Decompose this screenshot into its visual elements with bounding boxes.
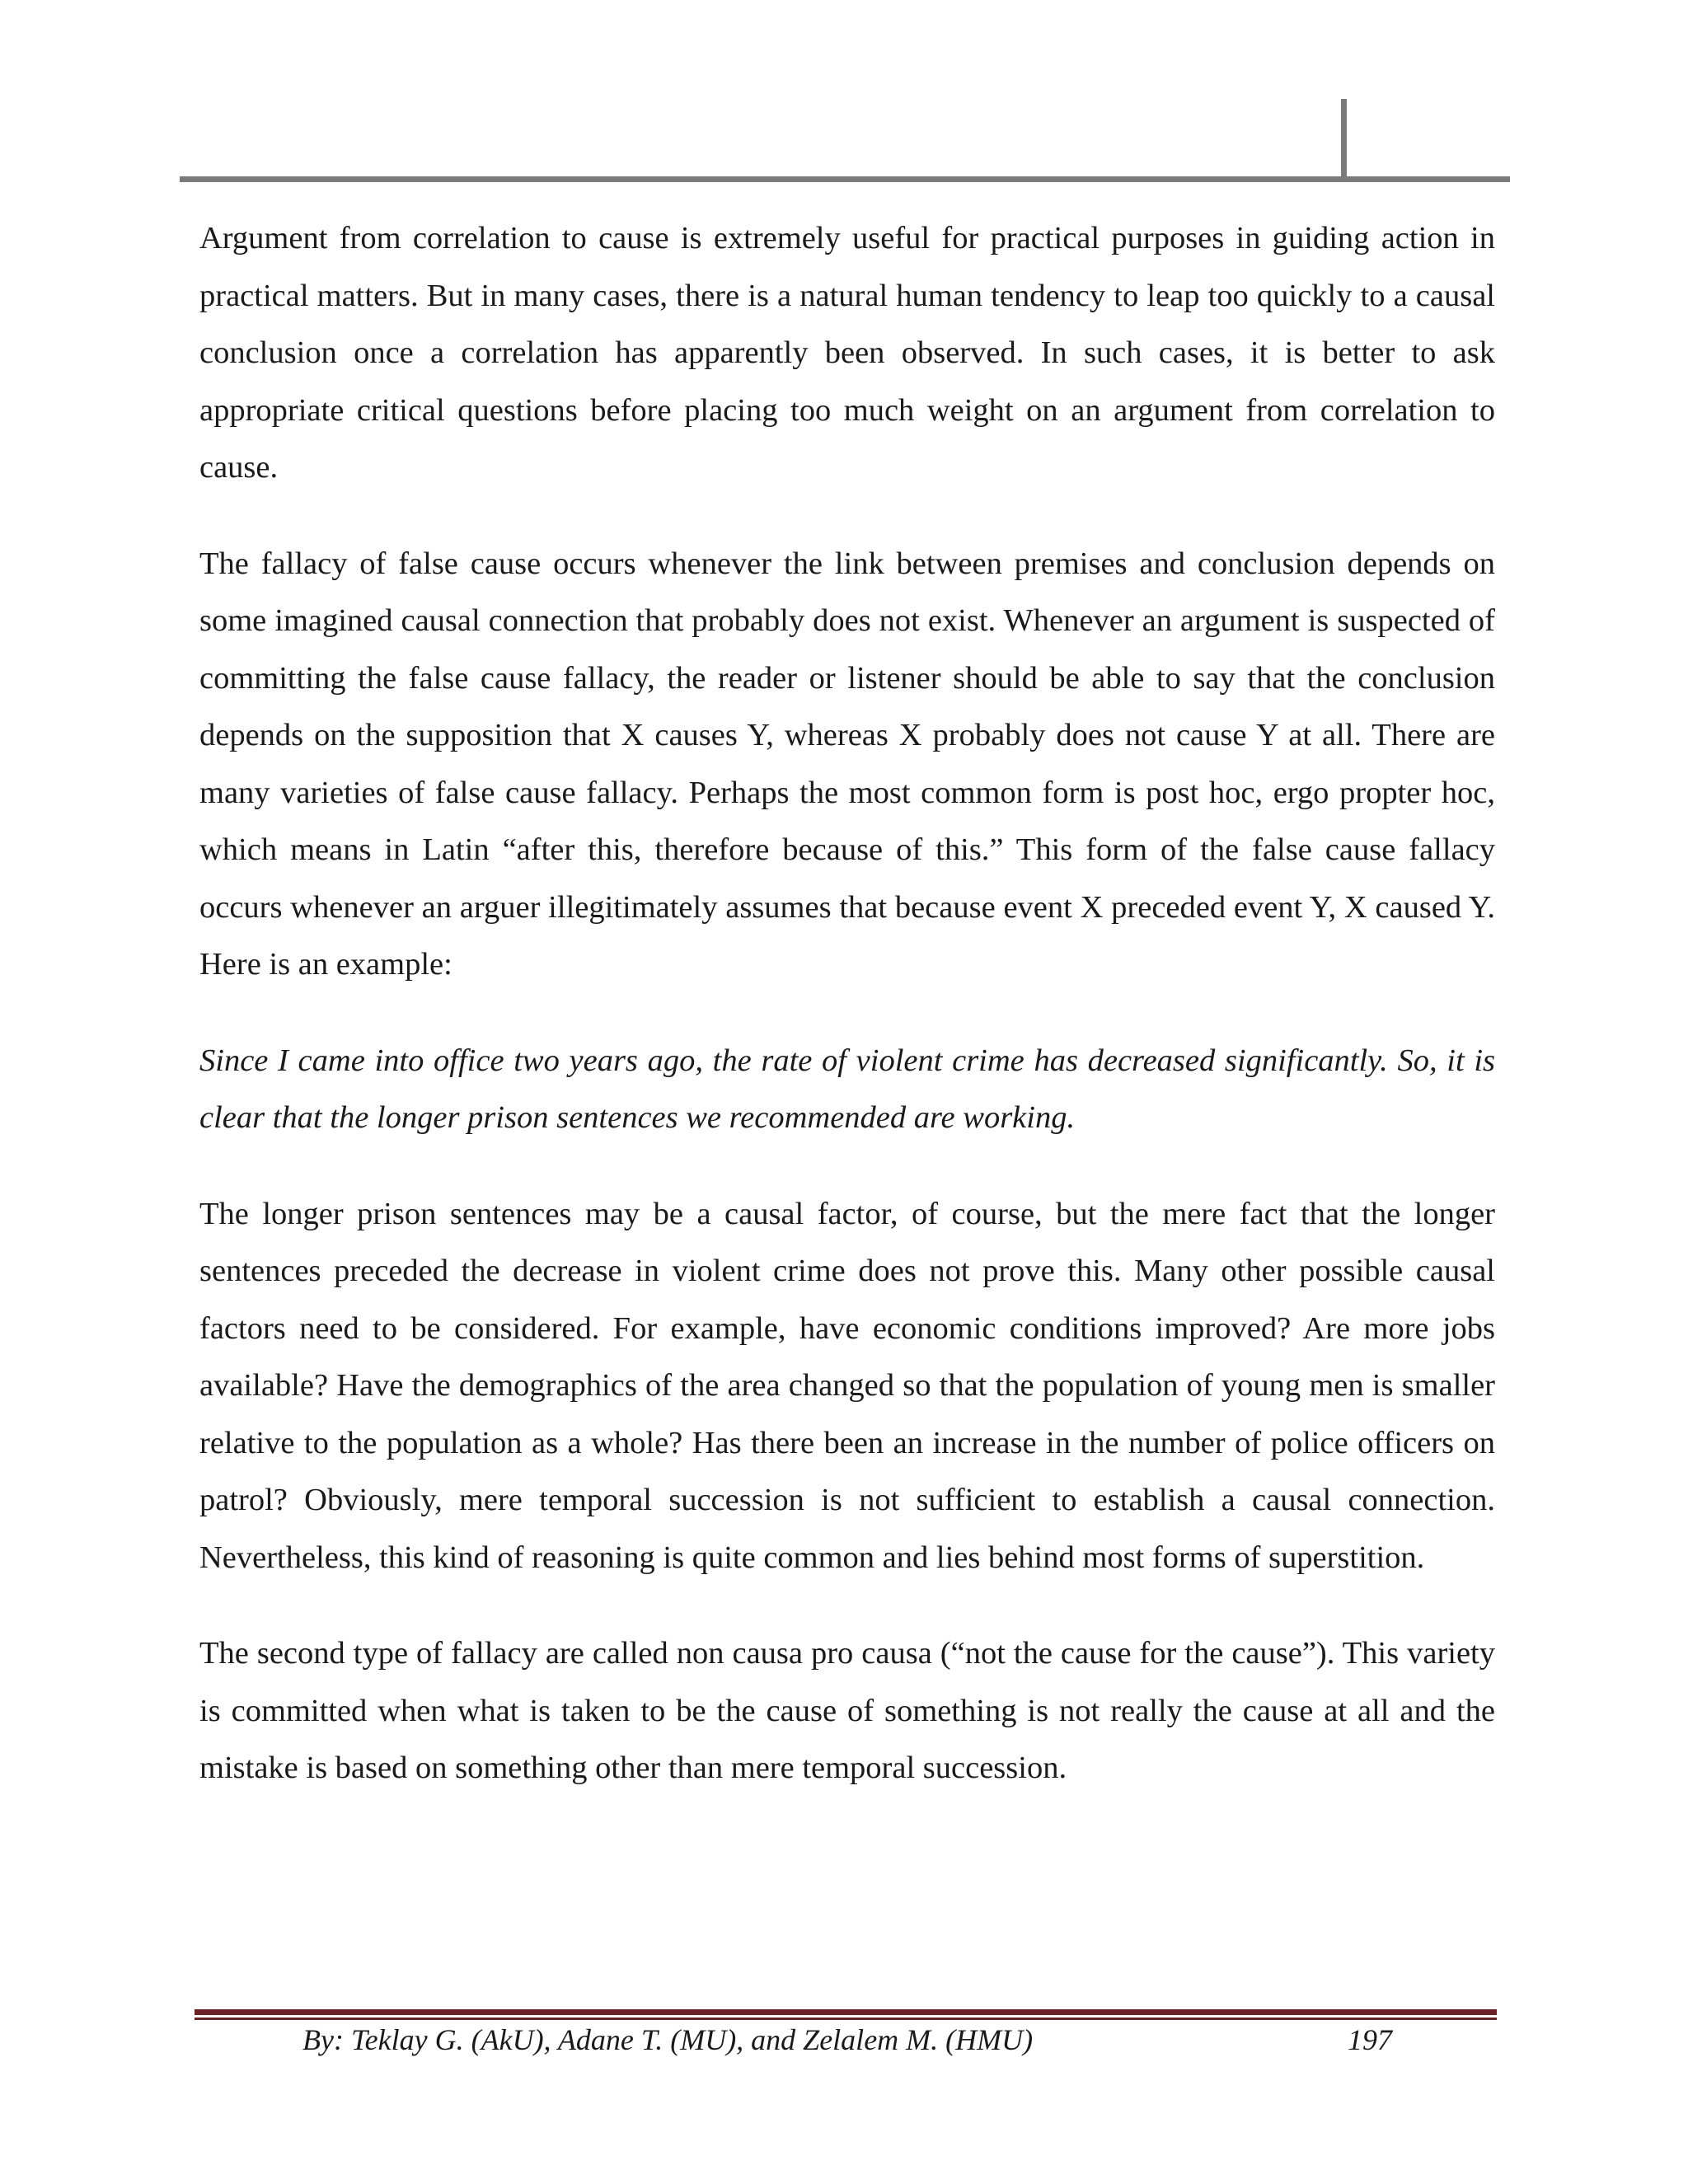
paragraph-non-causa-pro-causa: The second type of fallacy are called non causa pro causa (“not the cause for the cause”). This variety is committed when what is taken to be the cause of something is not really the cause at all and the mistake is based on something other than mere temporal succession. (199, 1636, 1495, 1785)
page-number: 197 (1348, 2023, 1392, 2056)
header-vertical-rule (1341, 99, 1347, 179)
footer-rule-thick (195, 2009, 1497, 2015)
header-rule (180, 176, 1510, 182)
footer-authors: By: Teklay G. (AkU), Adane T. (MU), and Zelalem M. (HMU) (302, 2023, 1034, 2056)
paragraph-false-cause: The fallacy of false cause occurs whenever the link between premises and conclusion depends on some imagined causal connection that probably does not exist. Whenever an argument is suspected of committing the false cause fallacy, the reader or listener should be able to say that the conclusion depends on the supposition that X causes Y, whereas X probably does not cause Y at all. There are many varieties of false cause fallacy. Perhaps the most common form is post hoc, ergo propter hoc, which means in Latin “after this, therefore because of this.” This form of the false cause fallacy occurs whenever an arguer illegitimately assumes that because event X preceded event Y, X caused Y. Here is an example: (199, 546, 1495, 982)
paragraph-prison-sentences: The longer prison sentences may be a causal factor, of course, but the mere fact that the longer sentences preceded the decrease in violent crime does not prove this. Many other possible causal factors need to be considered. For example, have economic conditions improved? Are more jobs available? Have the demographics of the area changed so that the population of young men is smaller relative to the population as a whole? Has there been an increase in the number of police officers on patrol? Obviously, mere temporal succession is not sufficient to establish a causal connection. Nevertheless, this kind of reasoning is quite common and lies behind most forms of superstition. (199, 1196, 1495, 1575)
example-quote: Since I came into office two years ago, the rate of violent crime has decreased significantly. So, it is clear that the longer prison sentences we recommended are working. (199, 1043, 1495, 1135)
page-body (199, 210, 1495, 1836)
paragraph-correlation-to-cause: Argument from correlation to cause is extremely useful for practical purposes in guiding action in practical matters. But in many cases, there is a natural human tendency to leap too quickly to a causal conclusion once a correlation has apparently been observed. In such cases, it is better to ask appropriate critical questions before placing too much weight on an argument from correlation to cause. (199, 221, 1495, 485)
